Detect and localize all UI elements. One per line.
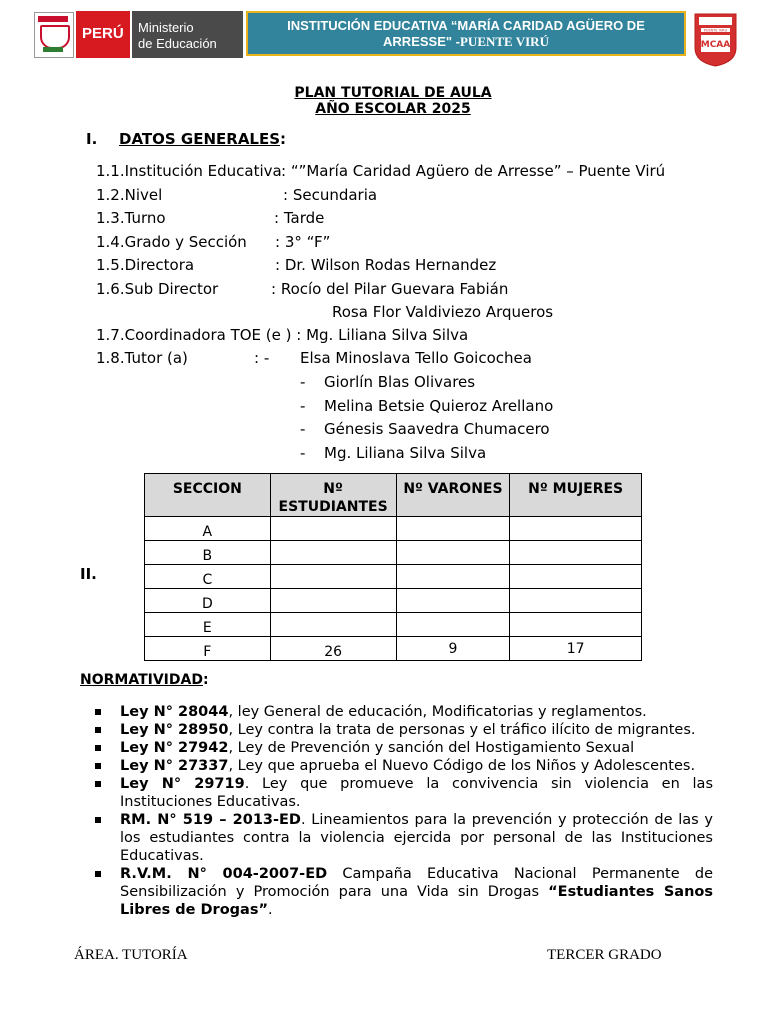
ministry-line1: Ministerio [138,20,194,35]
table-cell: 9 [396,637,510,661]
law-description: , Ley que aprueba el Nuevo Código de los Niños y Adolescentes. [228,758,696,774]
bullet-icon [95,727,101,733]
table-cell [396,517,510,541]
peru-logo [76,11,130,58]
bullet-icon [95,763,101,769]
row-value: : Secundaria [283,186,378,204]
list-item [95,721,713,739]
table-cell [510,565,642,589]
bullet-icon [95,871,101,877]
list-item [95,757,713,775]
law-description: Campaña Educativa Nacional Permanente de Sensibilización y Promoción para una Vida sin Drogas [120,866,714,900]
law-name: Ley N° 28950 [120,722,229,738]
row-value: : Rocío del Pilar Guevara Fabián [271,280,509,298]
table-cell [510,613,642,637]
footer-grade: TERCER GRADO [547,947,662,963]
table-row [145,613,642,637]
tutor-name: Mg. Liliana Silva Silva [324,444,487,462]
table-cell: D [145,589,271,613]
section1-title: DATOS GENERALES [119,130,281,148]
normatividad-heading [80,672,209,688]
institution-line1: INSTITUCIÓN EDUCATIVA “MARÍA CARIDAD AGÜERO DE [287,18,645,33]
table-cell [270,565,396,589]
section1-numeral: I. [86,130,98,148]
table-cell [270,517,396,541]
row-value: Rosa Flor Valdiviezo Arqueros [332,303,554,321]
row-value: : 3° “F” [275,233,331,251]
tutor-dash: - [300,420,306,438]
section2-numeral: II. [80,565,97,583]
row-number: 1.6. [96,280,125,298]
row-label: Institución Educativa [124,162,282,180]
row-number: 1.7. [96,326,125,344]
institution-banner [246,11,686,56]
table-row [145,589,642,613]
row-value: : - [254,349,270,367]
institution-line2a: ARRESSE" - [383,34,460,49]
table-cell: 26 [270,637,396,661]
peru-coat-of-arms-icon [34,12,74,58]
list-item [95,775,713,811]
normatividad-list [95,703,713,919]
data-row [96,162,282,180]
school-year-title: AÑO ESCOLAR 2025 [315,101,471,117]
table-row [145,541,642,565]
school-logo-top-text: PUENTE VIRÚ [703,28,728,33]
list-item [95,811,713,865]
row-number: 1.4. [96,233,125,251]
row-number: 1.2. [96,186,125,204]
peru-label: PERÚ [82,25,124,42]
row-value: : Tarde [274,209,325,227]
table-cell [270,613,396,637]
row-label: Sub Director [124,280,219,298]
row-label: Grado y Sección [124,233,247,251]
list-item [95,739,713,757]
row-label: Directora [124,256,195,274]
law-description: . Ley que promueve la convivencia sin violencia en las Instituciones Educativas. [120,776,713,810]
data-row [96,209,166,227]
law-description-end: . [268,902,273,918]
row-number: 1.3. [96,209,125,227]
footer-area: ÁREA. TUTORÍA [74,947,188,963]
bullet-icon [95,817,101,823]
data-row [96,233,247,251]
law-name: Ley N° 29719 [120,776,245,792]
data-row [96,186,162,204]
students-table [144,473,642,661]
bullet-icon [95,745,101,751]
table-row [145,637,642,661]
normatividad-title: NORMATIVIDAD [80,672,203,688]
tutor-name: Giorlín Blas Olivares [324,373,476,391]
table-cell [396,589,510,613]
table-cell [510,589,642,613]
row-label: Coordinadora TOE (e ) : Mg. Liliana Silva Silva [124,326,469,344]
table-cell [396,613,510,637]
table-cell [270,589,396,613]
campaign-slogan: “Estudiantes Sanos Libres de Drogas” [120,884,713,918]
row-value: : Dr. Wilson Rodas Hernandez [275,256,497,274]
ministry-line2: de Educación [138,36,217,51]
tutor-dash: - [300,444,306,462]
school-logo-text: MCAA [700,40,731,50]
tutor-dash: - [300,397,306,415]
law-description: , ley General de educación, Modificatorias y reglamentos. [228,704,647,720]
section1-colon: : [280,130,287,148]
table-cell [396,541,510,565]
table-cell [396,565,510,589]
row-value: : “”María Caridad Agüero de Arresse” – Puente Virú [281,162,666,180]
row-number: 1.5. [96,256,125,274]
row-number: 1.8. [96,349,125,367]
row-label: Tutor (a) [124,349,188,367]
table-row [145,517,642,541]
data-row [96,256,194,274]
law-name: R.V.M. N° 004-2007-ED [120,866,328,882]
law-name: Ley N° 27337 [120,758,229,774]
list-item [95,703,713,721]
section1-heading [119,130,286,148]
tutor-name: Génesis Saavedra Chumacero [324,420,550,438]
law-description: . Lineamientos para la prevención y protección de las y los estudiantes contra la violencia ejercida por personal de las Instituciones Educativas. [120,812,713,864]
table-cell: 17 [510,637,642,661]
table-cell: E [145,613,271,637]
school-logo-icon [693,12,738,67]
column-header: Nº VARONES [396,474,510,517]
table-cell: F [145,637,271,661]
plan-title: PLAN TUTORIAL DE AULA [294,85,492,101]
normatividad-colon: : [202,672,209,688]
column-header: SECCION [145,474,271,517]
tutor-name: Elsa Minoslava Tello Goicochea [300,349,532,367]
data-row [96,326,468,344]
institution-line2b: PUENTE VIRÚ [459,34,549,49]
data-row [96,280,218,298]
column-header: Nº MUJERES [510,474,642,517]
table-row [145,565,642,589]
law-description: , Ley de Prevención y sanción del Hostigamiento Sexual [228,740,635,756]
tutor-name: Melina Betsie Quieroz Arellano [324,397,554,415]
table-cell [510,517,642,541]
law-name: RM. N° 519 – 2013-ED [120,812,301,828]
table-cell [270,541,396,565]
table-cell: C [145,565,271,589]
tutor-dash: - [300,373,306,391]
list-item [95,865,713,919]
table-cell: A [145,517,271,541]
table-cell: B [145,541,271,565]
bullet-icon [95,781,101,787]
table-cell [510,541,642,565]
law-description: , Ley contra la trata de personas y el tráfico ilícito de migrantes. [228,722,696,738]
column-header: Nº ESTUDIANTES [270,474,396,517]
law-name: Ley N° 27942 [120,740,229,756]
row-label: Turno [124,209,166,227]
law-name: Ley N° 28044 [120,704,229,720]
row-number: 1.1. [96,162,125,180]
bullet-icon [95,709,101,715]
row-label: Nivel [124,186,163,204]
table-header-row [145,474,642,517]
data-row [96,349,188,367]
ministry-logo [132,11,243,58]
